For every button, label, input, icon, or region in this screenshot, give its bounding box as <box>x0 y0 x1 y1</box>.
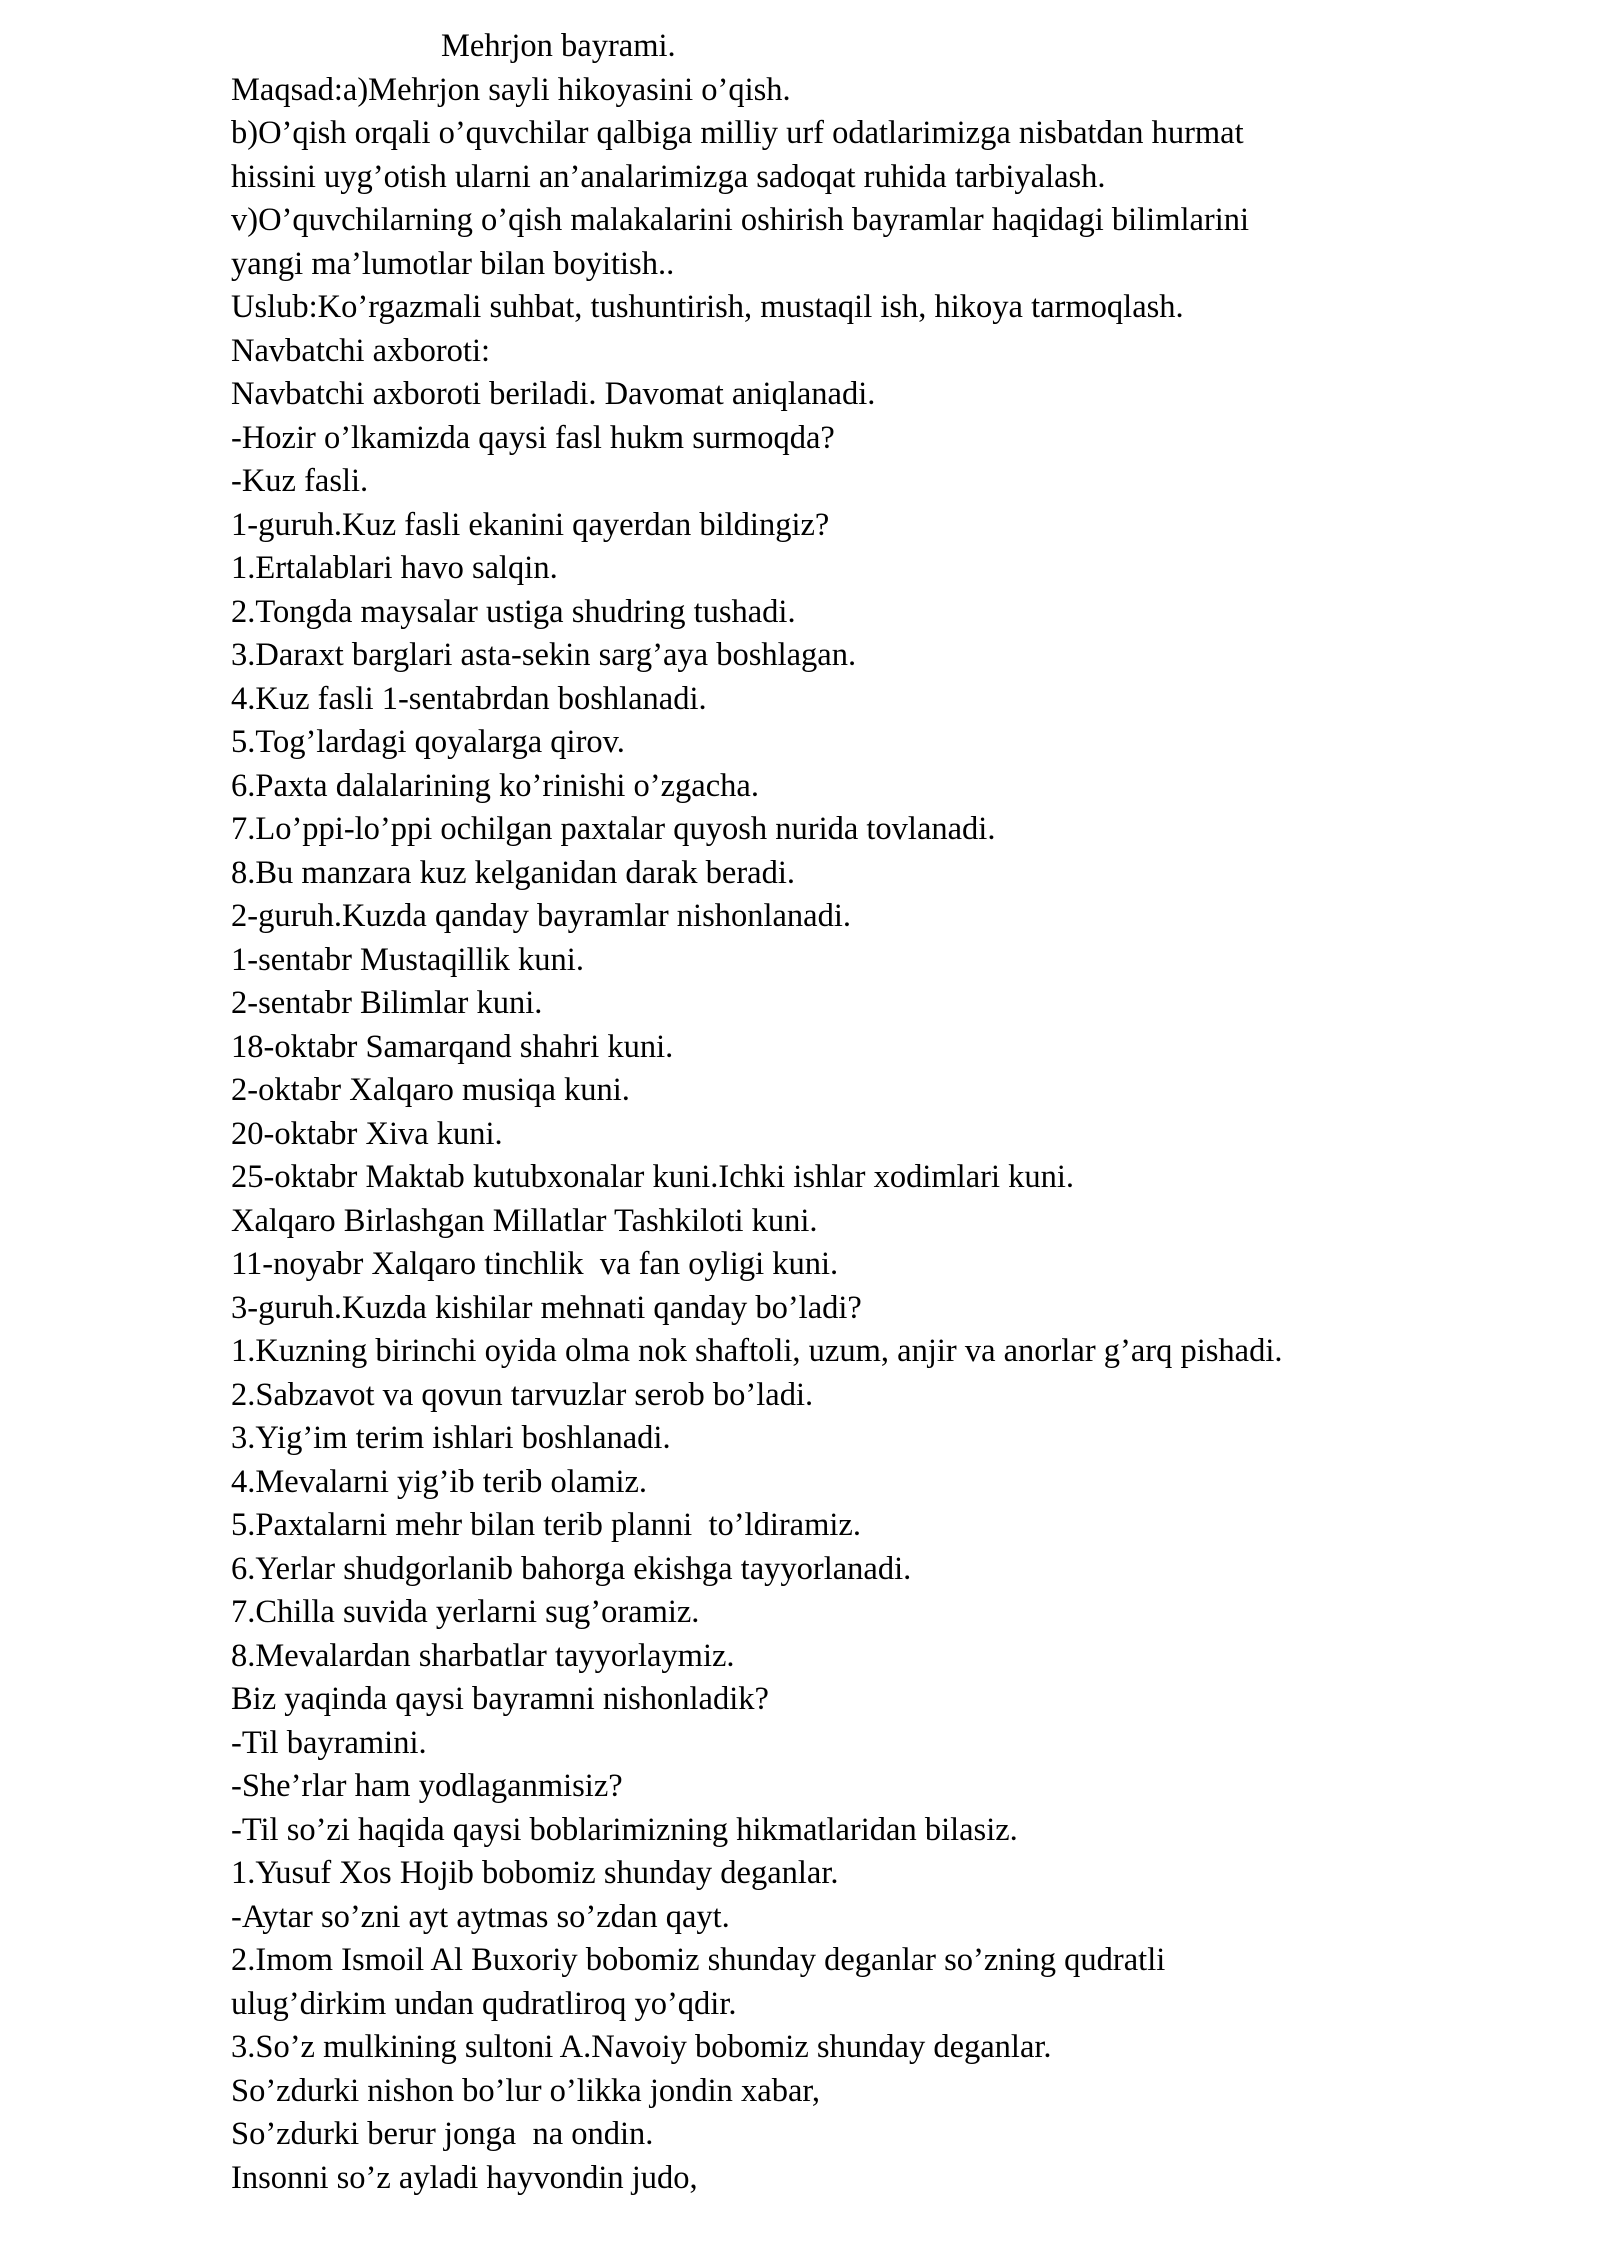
text-line: -Aytar so’zni ayt aytmas so’zdan qayt. <box>231 1898 730 1935</box>
text-line: Maqsad:a)Mehrjon sayli hikoyasini o’qish. <box>231 71 791 108</box>
text-line: 7.Lo’ppi-lo’ppi ochilgan paxtalar quyosh nurida tovlanadi. <box>231 811 996 847</box>
text-line: 8.Bu manzara kuz kelganidan darak beradi. <box>231 854 795 891</box>
text-line: 1.Ertalablari havo salqin. <box>231 550 558 586</box>
document-body <box>231 25 1551 2200</box>
text-line: So’zdurki nishon bo’lur o’likka jondin xabar, <box>231 2072 821 2109</box>
text-line: -Til bayramini. <box>231 1724 427 1761</box>
text-line: 5.Tog’lardagi qoyalarga qirov. <box>231 724 625 760</box>
text-line: 5.Paxtalarni mehr bilan terib planni to’ldiramiz. <box>231 1507 861 1543</box>
text-line: 2.Imom Ismoil Al Buxoriy bobomiz shunday deganlar so’zning qudratli <box>231 1942 1166 1978</box>
text-line: b)O’qish orqali o’quvchilar qalbiga milliy urf odatlarimizga nisbatdan hurmat <box>231 115 1244 151</box>
text-line: 20-oktabr Xiva kuni. <box>231 1115 503 1152</box>
text-line: Insonni so’z ayladi hayvondin judo, <box>231 2159 698 2196</box>
text-line: Xalqaro Birlashgan Millatlar Tashkiloti kuni. <box>231 1202 818 1239</box>
text-line: 8.Mevalardan sharbatlar tayyorlaymiz. <box>231 1637 735 1674</box>
text-line: 2-guruh.Kuzda qanday bayramlar nishonlanadi. <box>231 898 852 934</box>
text-line: 18-oktabr Samarqand shahri kuni. <box>231 1028 674 1065</box>
text-line: 25-oktabr Maktab kutubxonalar kuni.Ichki ishlar xodimlari kuni. <box>231 1159 1075 1195</box>
text-line: 2.Tongda maysalar ustiga shudring tushadi. <box>231 593 796 630</box>
text-line: hissini uyg’otish ularni an’analarimizga sadoqat ruhida tarbiyalash. <box>231 158 1106 195</box>
text-line: yangi ma’lumotlar bilan boyitish.. <box>231 245 675 282</box>
text-line: Navbatchi axboroti: <box>231 332 491 369</box>
text-line: Navbatchi axboroti beriladi. Davomat aniqlanadi. <box>231 376 876 412</box>
text-line: 2-oktabr Xalqaro musiqa kuni. <box>231 1072 630 1108</box>
text-line: 1-sentabr Mustaqillik kuni. <box>231 941 584 978</box>
text-line: 3-guruh.Kuzda kishilar mehnati qanday bo’ladi? <box>231 1289 862 1326</box>
text-line: ulug’dirkim undan qudratliroq yo’qdir. <box>231 1985 737 2022</box>
text-line: Uslub:Ko’rgazmali suhbat, tushuntirish, mustaqil ish, hikoya tarmoqlash. <box>231 289 1184 325</box>
text-line: 3.So’z mulkining sultoni A.Navoiy bobomiz shunday deganlar. <box>231 2029 1052 2065</box>
text-line: 1-guruh.Kuz fasli ekanini qayerdan bildingiz? <box>231 506 830 543</box>
text-line: -She’rlar ham yodlaganmisiz? <box>231 1768 623 1804</box>
text-line: Biz yaqinda qaysi bayramni nishonladik? <box>231 1681 769 1717</box>
text-line: v)O’quvchilarning o’qish malakalarini oshirish bayramlar haqidagi bilimlarini <box>231 202 1250 238</box>
text-line: 11-noyabr Xalqaro tinchlik va fan oyligi kuni. <box>231 1246 839 1282</box>
text-line: 7.Chilla suvida yerlarni sug’oramiz. <box>231 1594 700 1630</box>
text-line: 6.Yerlar shudgorlanib bahorga ekishga tayyorlanadi. <box>231 1550 912 1587</box>
text-line: 3.Yig’im terim ishlari boshlanadi. <box>231 1420 671 1456</box>
text-line: 4.Mevalarni yig’ib terib olamiz. <box>231 1463 648 1500</box>
document-title: Mehrjon bayrami. <box>441 28 676 64</box>
text-line: So’zdurki berur jonga na ondin. <box>231 2116 654 2152</box>
text-line: 3.Daraxt barglari asta-sekin sarg’aya boshlagan. <box>231 637 857 673</box>
text-line: -Hozir o’lkamizda qaysi fasl hukm surmoqda? <box>231 419 835 456</box>
text-line: -Kuz fasli. <box>231 463 369 499</box>
text-line: 2-sentabr Bilimlar kuni. <box>231 985 543 1021</box>
text-line: 4.Kuz fasli 1-sentabrdan boshlanadi. <box>231 680 707 717</box>
text-line: 1.Kuzning birinchi oyida olma nok shaftoli, uzum, anjir va anorlar g’arq pishadi. <box>231 1333 1283 1369</box>
text-line: 6.Paxta dalalarining ko’rinishi o’zgacha. <box>231 767 759 804</box>
text-line: -Til so’zi haqida qaysi boblarimizning hikmatlaridan bilasiz. <box>231 1811 1018 1848</box>
text-line: 1.Yusuf Xos Hojib bobomiz shunday deganlar. <box>231 1855 839 1891</box>
text-line: 2.Sabzavot va qovun tarvuzlar serob bo’ladi. <box>231 1376 814 1413</box>
